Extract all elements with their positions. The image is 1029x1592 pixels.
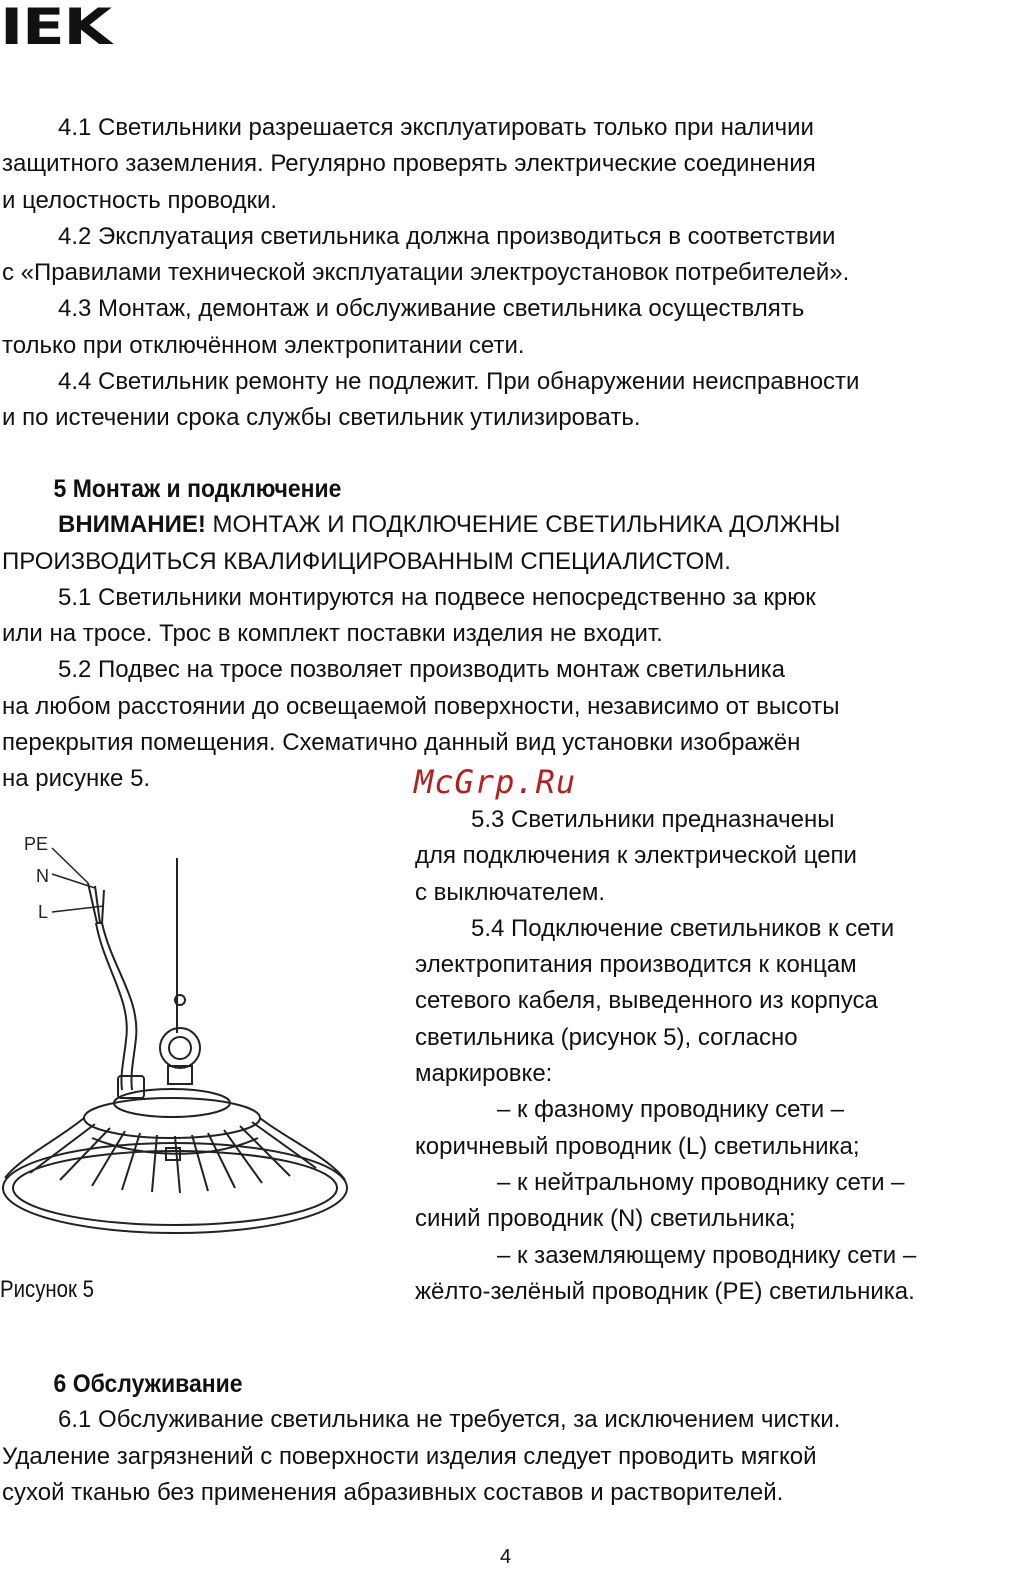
wire-label-l: L [38, 902, 49, 922]
wire-label-pe: PE [24, 834, 49, 854]
paragraph-5-2: 5.2 Подвес на тросе позволяет производить монтаж светильника на любом расстоянии до освещаемой поверхности, независимо от высоты перекрытия помещения. Схематично данный вид установки изображён на рисунке 5. [2, 656, 840, 793]
paragraph-6-1: 6.1 Обслуживание светильника не требуется, за исключением чистки. Удаление загрязнений с поверхности изделия следует проводить мягкой сухой тканью без применения абразивных составов и растворителей. [2, 1406, 841, 1506]
paragraph-5-1: 5.1 Светильники монтируются на подвесе непосредственно за крюк или на тросе. Трос в комплект поставки изделия не входит. [2, 583, 816, 648]
section-6-heading: 6 Обслуживание [53, 1370, 243, 1398]
section-5-heading: 5 Монтаж и подключение [53, 475, 342, 503]
paragraph-5-4: 5.4 Подключение светильников к сети электропитания производится к концам сетевого кабеля, выведенного из корпуса светильника (рисунок 5), согласно маркировке: [415, 914, 895, 1088]
iek-logo: IEK [0, 0, 111, 56]
l-leader-line [52, 906, 104, 912]
luminaire-figure [0, 828, 360, 1248]
page-number: 4 [500, 1546, 512, 1568]
reflector-rim [3, 1143, 347, 1233]
list-item-neutral: – к нейтральному проводнику сети – синий проводник (N) светильника; [415, 1168, 905, 1233]
paragraph-4-3: 4.3 Монтаж, демонтаж и обслуживание светильника осуществлять только при отключённом электропитании сети. [2, 295, 805, 359]
section-5 [2, 471, 1024, 798]
paragraph-4-1: 4.1 Светильники разрешается эксплуатировать только при наличии защитного заземления. Регулярно проверять электрические соединения и целостность проводки. [2, 114, 816, 214]
figure-caption: Рисунок 5 [0, 1276, 94, 1303]
eye-bolt [160, 1028, 200, 1068]
paragraph-5-3: 5.3 Светильники предназначены для подключения к электрической цепи с выключателем. [415, 806, 857, 906]
warning-paragraph [2, 507, 1024, 580]
pe-leader-line [52, 848, 88, 883]
power-cable [102, 923, 136, 1090]
warning-label: ВНИМАНИЕ! [58, 511, 206, 539]
list-item-phase: – к фазному проводнику сети – коричневый проводник (L) светильника; [415, 1096, 860, 1160]
list-item-ground: – к заземляющему проводнику сети – жёлто-зелёный проводник (PE) светильника. [415, 1241, 917, 1305]
right-column [415, 802, 1020, 1310]
paragraph-4-4: 4.4 Светильник ремонту не подлежит. При обнаружении неисправности и по истечении срока службы светильник утилизировать. [2, 368, 860, 432]
wire-label-n: N [36, 866, 49, 886]
n-leader-line [52, 874, 95, 888]
warning-text: МОНТАЖ И ПОДКЛЮЧЕНИЕ СВЕТИЛЬНИКА ДОЛЖНЫ ПРОИЗВОДИТЬСЯ КВАЛИФИЦИРОВАННЫМ СПЕЦИАЛИСТОМ. [2, 511, 841, 575]
watermark: McGrp.Ru [414, 763, 577, 801]
section-6 [2, 1366, 1024, 1511]
section-4 [2, 110, 1024, 437]
paragraph-4-2: 4.2 Эксплуатация светильника должна производиться в соответствии с «Правилами технической эксплуатации электроустановок потребителей». [2, 222, 850, 287]
